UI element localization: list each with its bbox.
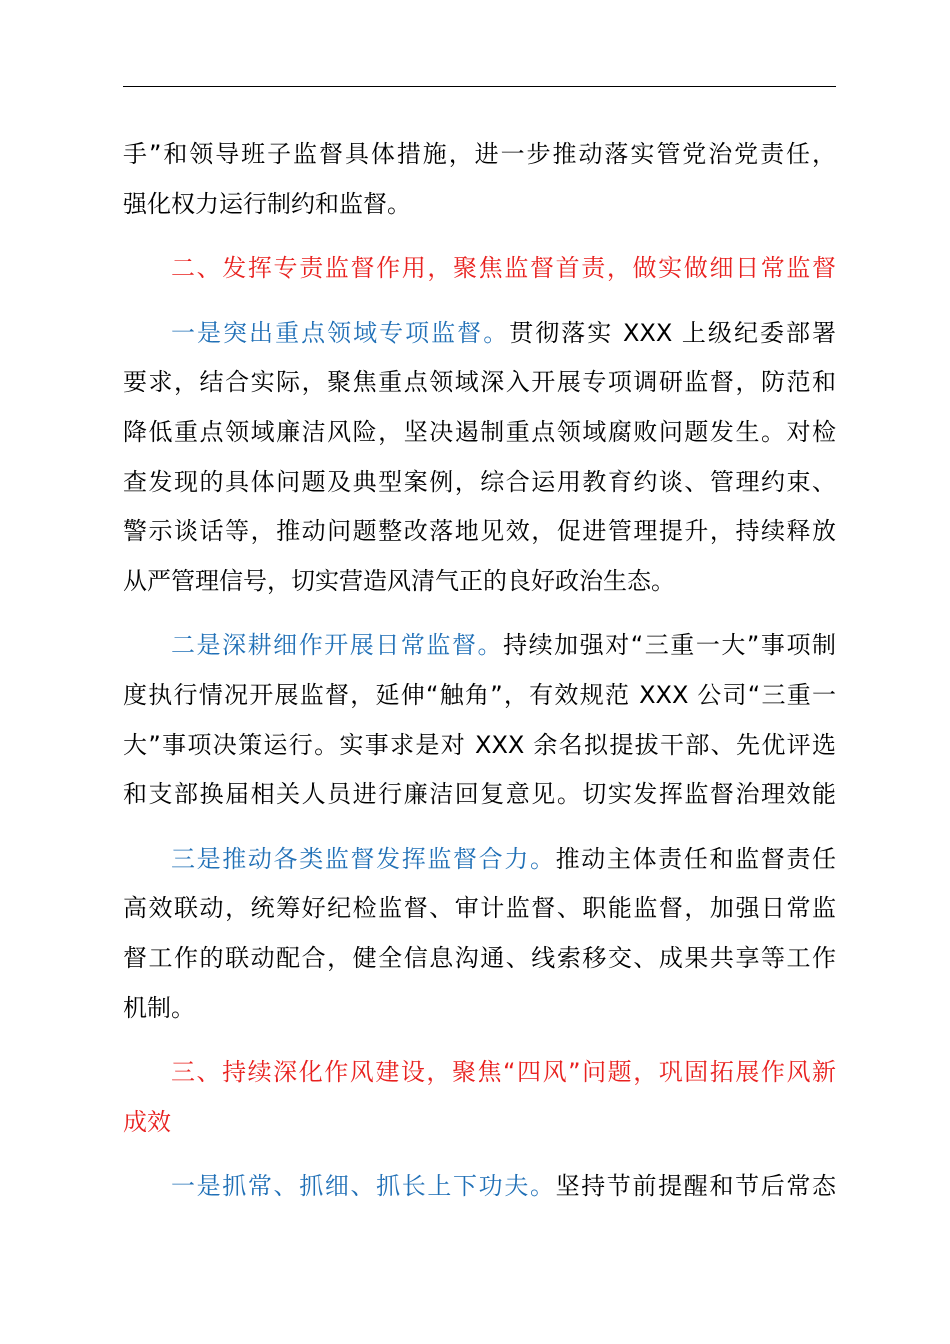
body-line: 要求，结合实际，聚焦重点领域深入开展专项调研监督，防范和 [123, 368, 836, 397]
body-line: 大”事项决策运行。实事求是对 XXX 余名拟提拔干部、先优评选 [123, 730, 836, 759]
paragraph-first-line [123, 621, 836, 671]
paragraph-first-line [123, 309, 836, 359]
body-line: 查发现的具体问题及典型案例，综合运用教育约谈、管理约束、 [123, 467, 836, 496]
paragraph-first-line [123, 1162, 836, 1212]
body-text: 贯彻落实 XXX 上级纪委部署 [509, 318, 836, 347]
body-text: 持续加强对“三重一大”事项制 [503, 631, 836, 660]
header-rule [123, 86, 836, 87]
body-line: 降低重点领域廉洁风险，坚决遏制重点领域腐败问题发生。对检 [123, 417, 836, 446]
paragraph-first-line [123, 835, 836, 885]
body-line: 强化权力运行制约和监督。 [123, 189, 411, 218]
body-line: 手”和领导班子监督具体措施，进一步推动落实管党治党责任， [123, 140, 836, 168]
body-text: 推动主体责任和监督责任 [555, 844, 836, 873]
body-line: 机制。 [123, 993, 195, 1022]
lead-phrase: 一是抓常、抓细、抓长上下功夫。 [171, 1172, 556, 1201]
body-line: 高效联动，统筹好纪检监督、审计监督、职能监督，加强日常监 [123, 894, 836, 923]
section-heading-continued: 成效 [123, 1107, 171, 1136]
body-line: 警示谈话等，推动问题整改落地见效，促进管理提升，持续释放 [123, 517, 836, 546]
lead-phrase: 二是深耕细作开展日常监督。 [171, 631, 504, 660]
lead-phrase: 三是推动各类监督发挥监督合力。 [171, 844, 556, 873]
body-line: 从严管理信号，切实营造风清气正的良好政治生态。 [123, 566, 675, 595]
body-line: 和支部换届相关人员进行廉洁回复意见。切实发挥监督治理效能 [123, 780, 836, 809]
document-body [123, 130, 836, 1212]
body-line: 督工作的联动配合，健全信息沟通、线索移交、成果共享等工作 [123, 943, 836, 972]
section-heading: 二、发挥专责监督作用，聚焦监督首责，做实做细日常监督 [171, 254, 836, 283]
body-text: 坚持节前提醒和节后常态 [555, 1172, 836, 1201]
lead-phrase: 一是突出重点领域专项监督。 [171, 318, 510, 347]
body-line: 度执行情况开展监督，延伸“触角”，有效规范 XXX 公司“三重一 [123, 680, 836, 709]
section-heading: 三、持续深化作风建设，聚焦“四风”问题，巩固拓展作风新 [171, 1058, 836, 1087]
